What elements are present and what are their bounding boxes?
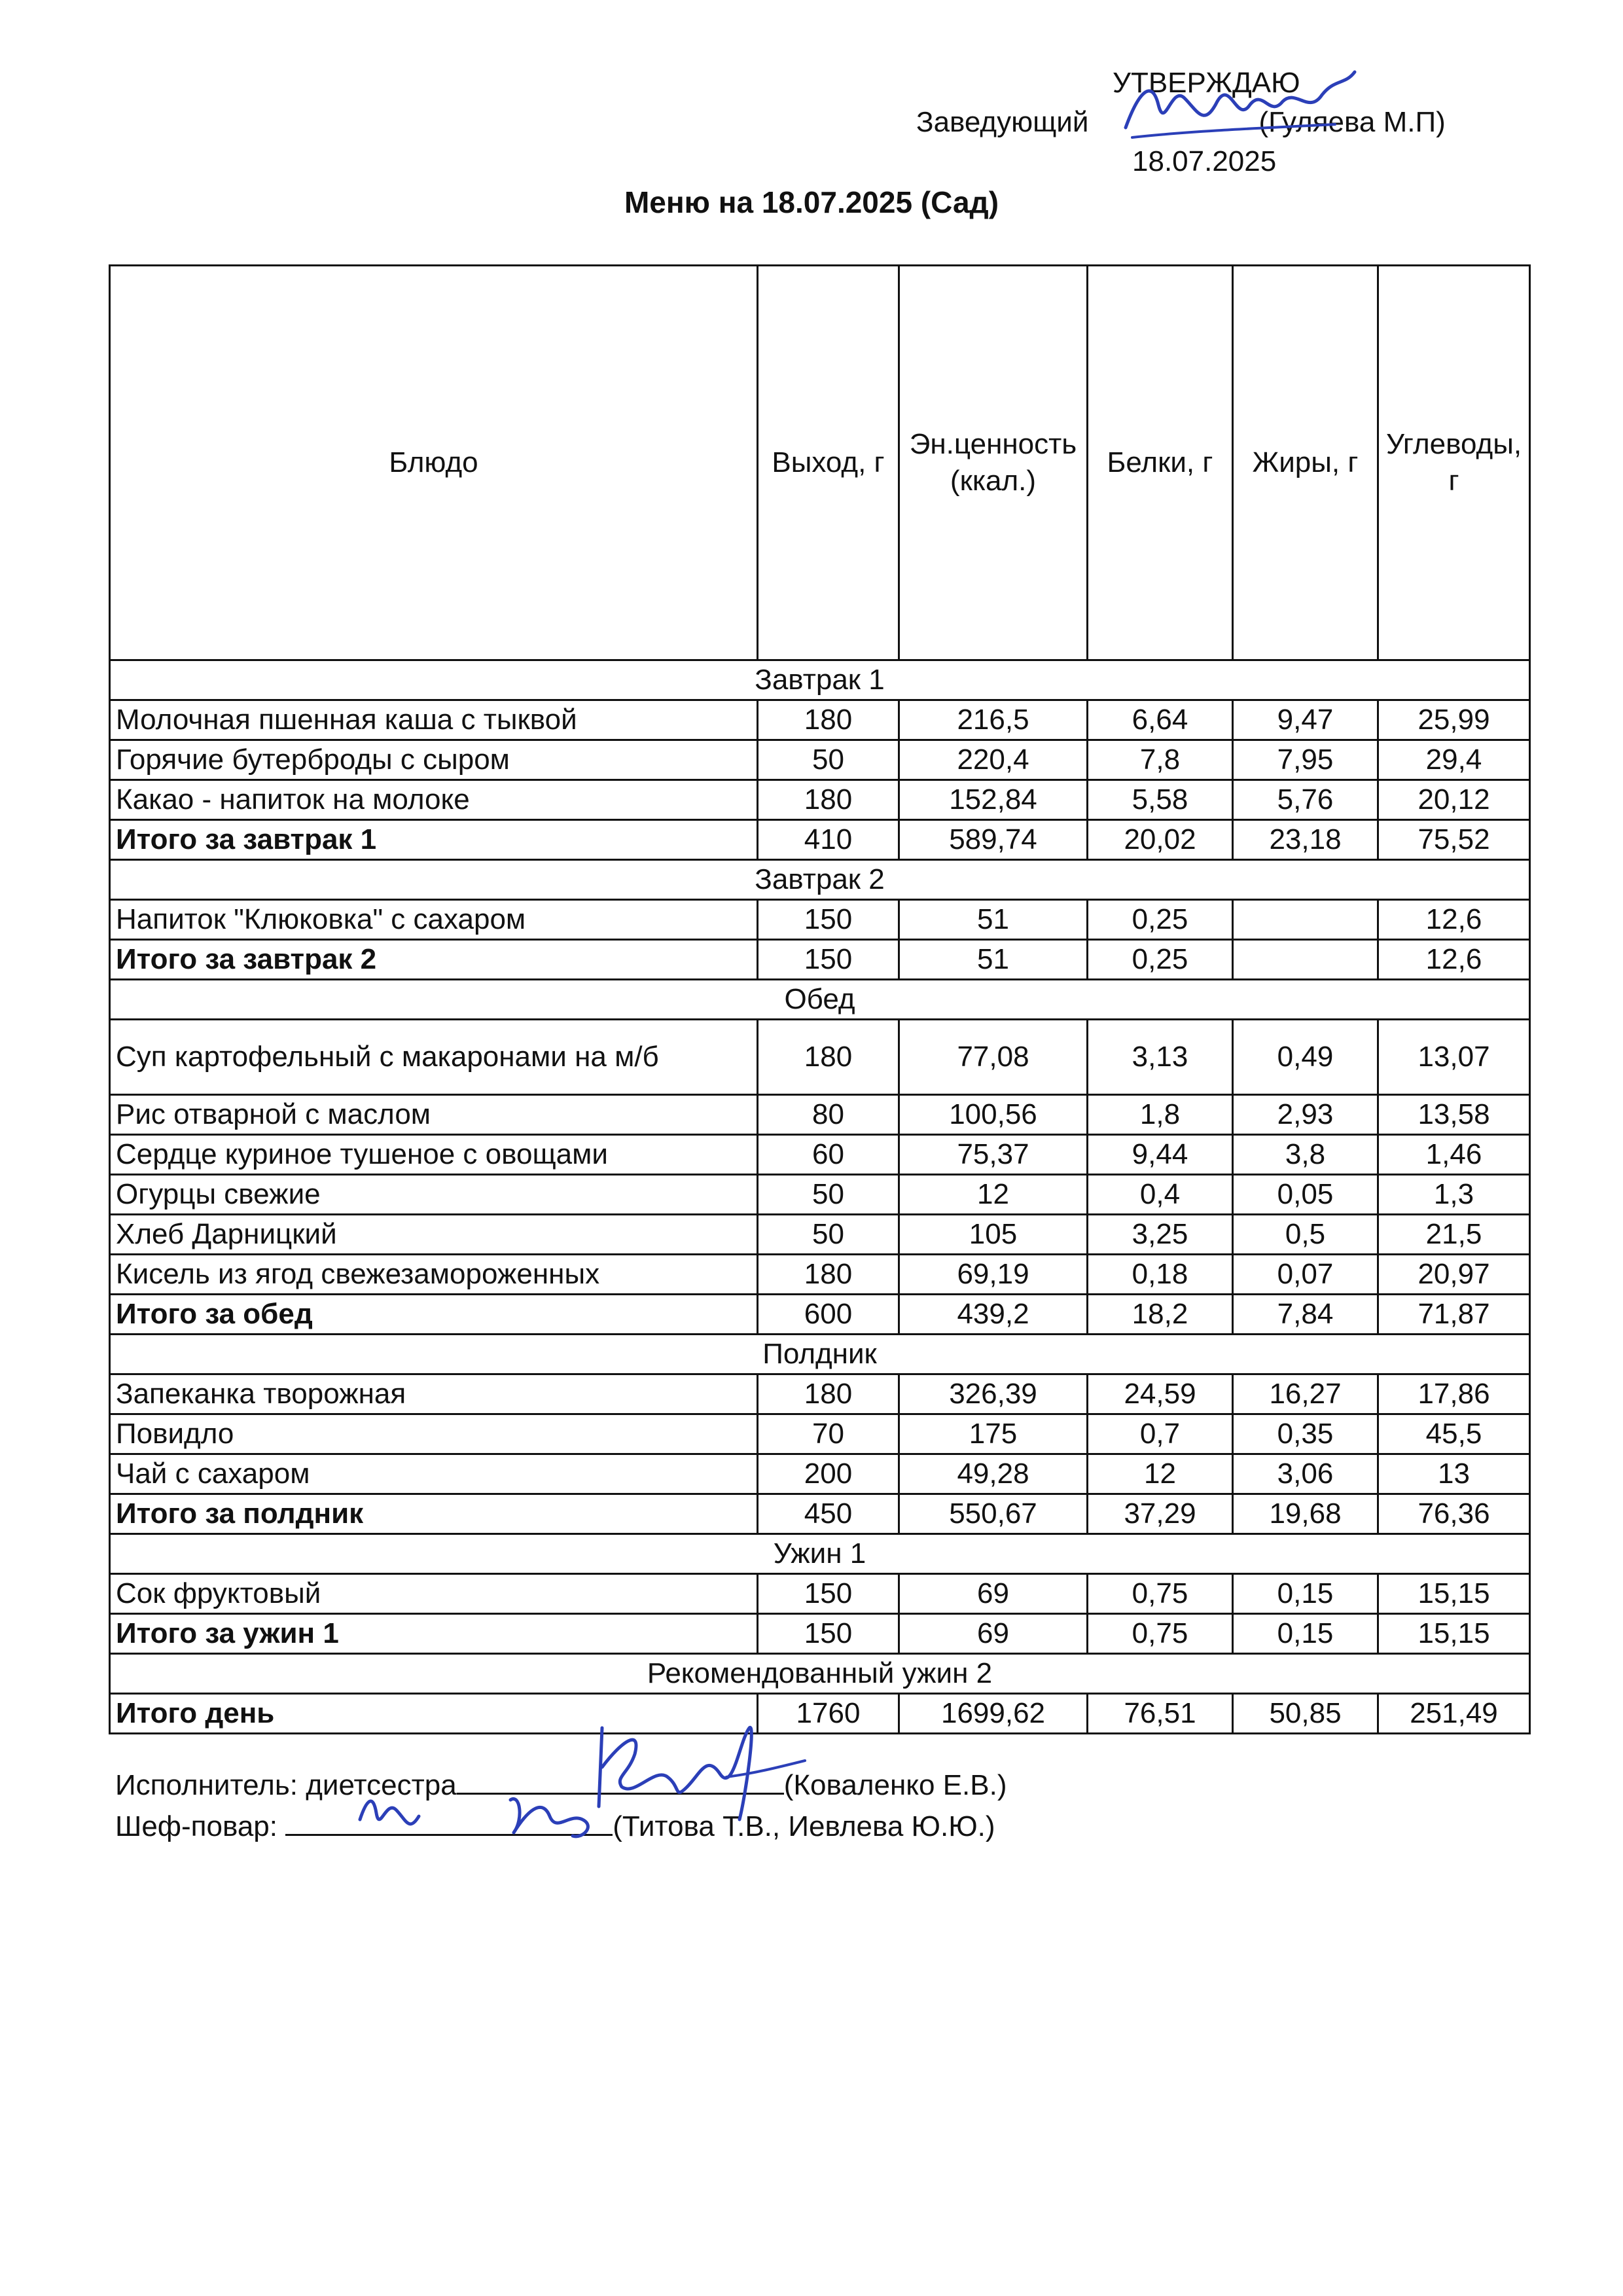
executor-name: (Коваленко Е.В.) (783, 1769, 1007, 1801)
value-cell: 13,07 (1378, 1020, 1530, 1095)
value-cell: 216,5 (899, 700, 1088, 740)
dish-name: Кисель из ягод свежезамороженных (110, 1255, 758, 1295)
dish-name: Итого за полдник (110, 1494, 758, 1534)
value-cell: 0,35 (1233, 1414, 1378, 1454)
table-header-row (110, 266, 1530, 660)
value-cell: 75,52 (1378, 820, 1530, 860)
chef-names: (Титова Т.В., Иевлева Ю.Ю.) (613, 1810, 995, 1842)
value-cell: 12,6 (1378, 940, 1530, 980)
value-cell: 75,37 (899, 1135, 1088, 1175)
value-cell: 550,67 (899, 1494, 1088, 1534)
value-cell: 0,15 (1233, 1614, 1378, 1654)
column-header: Эн.ценность (ккал.) (899, 266, 1088, 660)
dish-name: Итого день (110, 1694, 758, 1734)
value-cell: 25,99 (1378, 700, 1530, 740)
value-cell: 5,58 (1088, 780, 1233, 820)
value-cell: 18,2 (1088, 1295, 1233, 1335)
dish-name: Итого за завтрак 2 (110, 940, 758, 980)
value-cell: 180 (758, 700, 899, 740)
value-cell: 51 (899, 900, 1088, 940)
total-row (110, 1295, 1530, 1335)
table-row (110, 1135, 1530, 1175)
value-cell: 0,25 (1088, 900, 1233, 940)
dish-name: Молочная пшенная каша с тыквой (110, 700, 758, 740)
value-cell: 0,75 (1088, 1574, 1233, 1614)
column-header: Жиры, г (1233, 266, 1378, 660)
value-cell: 7,84 (1233, 1295, 1378, 1335)
value-cell: 24,59 (1088, 1374, 1233, 1414)
section-label: Обед (110, 980, 1530, 1020)
table-row (110, 1215, 1530, 1255)
dish-name: Запеканка творожная (110, 1374, 758, 1414)
approval-line (916, 105, 1446, 140)
executor-label: Исполнитель: диетсестра (115, 1769, 457, 1801)
dish-name: Горячие бутерброды с сыром (110, 740, 758, 780)
value-cell: 16,27 (1233, 1374, 1378, 1414)
executor-signature-line (457, 1764, 784, 1795)
value-cell: 69 (899, 1614, 1088, 1654)
value-cell: 7,8 (1088, 740, 1233, 780)
total-row (110, 1494, 1530, 1534)
column-header: Выход, г (758, 266, 899, 660)
dish-name: Рис отварной с маслом (110, 1095, 758, 1135)
value-cell: 150 (758, 900, 899, 940)
table-row (110, 1175, 1530, 1215)
value-cell: 3,8 (1233, 1135, 1378, 1175)
dish-name: Напиток "Клюковка" с сахаром (110, 900, 758, 940)
value-cell: 3,06 (1233, 1454, 1378, 1494)
dish-name: Хлеб Дарницкий (110, 1215, 758, 1255)
page-title: Меню на 18.07.2025 (Сад) (624, 185, 999, 219)
dish-name: Итого за обед (110, 1295, 758, 1335)
value-cell: 19,68 (1233, 1494, 1378, 1534)
value-cell: 9,44 (1088, 1135, 1233, 1175)
value-cell: 0,7 (1088, 1414, 1233, 1454)
value-cell: 1699,62 (899, 1694, 1088, 1734)
value-cell: 100,56 (899, 1095, 1088, 1135)
section-row (110, 660, 1530, 700)
value-cell: 0,4 (1088, 1175, 1233, 1215)
value-cell: 17,86 (1378, 1374, 1530, 1414)
value-cell: 69 (899, 1574, 1088, 1614)
value-cell: 45,5 (1378, 1414, 1530, 1454)
column-header: Углеводы, г (1378, 266, 1530, 660)
value-cell: 0,07 (1233, 1255, 1378, 1295)
value-cell: 589,74 (899, 820, 1088, 860)
footer (115, 1764, 1007, 1846)
value-cell: 3,25 (1088, 1215, 1233, 1255)
table-row (110, 1374, 1530, 1414)
value-cell: 20,97 (1378, 1255, 1530, 1295)
section-row (110, 860, 1530, 900)
table-row (110, 1095, 1530, 1135)
value-cell: 50 (758, 1215, 899, 1255)
table-row (110, 900, 1530, 940)
value-cell: 180 (758, 1374, 899, 1414)
table-row (110, 1454, 1530, 1494)
value-cell: 69,19 (899, 1255, 1088, 1295)
table-row (110, 740, 1530, 780)
value-cell: 0,15 (1233, 1574, 1378, 1614)
value-cell: 76,51 (1088, 1694, 1233, 1734)
value-cell: 12 (899, 1175, 1088, 1215)
value-cell: 80 (758, 1095, 899, 1135)
value-cell: 77,08 (899, 1020, 1088, 1095)
total-row (110, 1694, 1530, 1734)
approval-date: 18.07.2025 (1132, 145, 1277, 177)
value-cell: 410 (758, 820, 899, 860)
dish-name: Итого за завтрак 1 (110, 820, 758, 860)
executor-line (115, 1764, 1007, 1805)
value-cell: 150 (758, 940, 899, 980)
value-cell: 76,36 (1378, 1494, 1530, 1534)
value-cell: 326,39 (899, 1374, 1088, 1414)
value-cell: 105 (899, 1215, 1088, 1255)
value-cell: 0,75 (1088, 1614, 1233, 1654)
value-cell: 3,13 (1088, 1020, 1233, 1095)
approval-name: (Гуляева М.П) (1258, 106, 1446, 138)
value-cell: 50,85 (1233, 1694, 1378, 1734)
value-cell: 23,18 (1233, 820, 1378, 860)
section-row (110, 1335, 1530, 1374)
value-cell (1233, 940, 1378, 980)
value-cell: 29,4 (1378, 740, 1530, 780)
value-cell: 20,02 (1088, 820, 1233, 860)
value-cell: 49,28 (899, 1454, 1088, 1494)
total-row (110, 1614, 1530, 1654)
value-cell: 12,6 (1378, 900, 1530, 940)
section-label: Полдник (110, 1335, 1530, 1374)
value-cell: 21,5 (1378, 1215, 1530, 1255)
dish-name: Итого за ужин 1 (110, 1614, 758, 1654)
value-cell: 37,29 (1088, 1494, 1233, 1534)
chef-line (115, 1805, 1007, 1846)
dish-name: Чай с сахаром (110, 1454, 758, 1494)
dish-name: Сердце куриное тушеное с овощами (110, 1135, 758, 1175)
value-cell: 150 (758, 1574, 899, 1614)
value-cell: 220,4 (899, 740, 1088, 780)
dish-name: Какао - напиток на молоке (110, 780, 758, 820)
value-cell: 0,05 (1233, 1175, 1378, 1215)
table-row (110, 780, 1530, 820)
value-cell: 13,58 (1378, 1095, 1530, 1135)
column-header: Белки, г (1088, 266, 1233, 660)
value-cell: 51 (899, 940, 1088, 980)
value-cell: 71,87 (1378, 1295, 1530, 1335)
value-cell: 600 (758, 1295, 899, 1335)
value-cell: 1760 (758, 1694, 899, 1734)
chef-signature-line (285, 1805, 613, 1836)
dish-name: Повидло (110, 1414, 758, 1454)
total-row (110, 940, 1530, 980)
value-cell: 150 (758, 1614, 899, 1654)
value-cell: 180 (758, 1020, 899, 1095)
section-label: Ужин 1 (110, 1534, 1530, 1574)
value-cell: 12 (1088, 1454, 1233, 1494)
value-cell: 180 (758, 780, 899, 820)
value-cell: 0,25 (1088, 940, 1233, 980)
value-cell: 1,46 (1378, 1135, 1530, 1175)
section-row (110, 1534, 1530, 1574)
value-cell: 15,15 (1378, 1614, 1530, 1654)
value-cell: 2,93 (1233, 1095, 1378, 1135)
value-cell: 152,84 (899, 780, 1088, 820)
value-cell: 200 (758, 1454, 899, 1494)
value-cell: 60 (758, 1135, 899, 1175)
value-cell: 439,2 (899, 1295, 1088, 1335)
value-cell: 0,49 (1233, 1020, 1378, 1095)
value-cell: 450 (758, 1494, 899, 1534)
dish-name: Огурцы свежие (110, 1175, 758, 1215)
value-cell: 0,18 (1088, 1255, 1233, 1295)
value-cell: 15,15 (1378, 1574, 1530, 1614)
section-label: Завтрак 1 (110, 660, 1530, 700)
table-row (110, 1255, 1530, 1295)
section-label: Завтрак 2 (110, 860, 1530, 900)
table-row (110, 1574, 1530, 1614)
section-row (110, 1654, 1530, 1694)
dish-name: Сок фруктовый (110, 1574, 758, 1614)
table-row (110, 700, 1530, 740)
value-cell: 175 (899, 1414, 1088, 1454)
value-cell (1233, 900, 1378, 940)
value-cell: 9,47 (1233, 700, 1378, 740)
section-label: Рекомендованный ужин 2 (110, 1654, 1530, 1694)
value-cell: 7,95 (1233, 740, 1378, 780)
menu-table (109, 264, 1531, 1734)
value-cell: 0,5 (1233, 1215, 1378, 1255)
value-cell: 1,3 (1378, 1175, 1530, 1215)
total-row (110, 820, 1530, 860)
value-cell: 50 (758, 740, 899, 780)
dish-name: Суп картофельный с макаронами на м/б (110, 1020, 758, 1095)
value-cell: 20,12 (1378, 780, 1530, 820)
section-row (110, 980, 1530, 1020)
table-row (110, 1020, 1530, 1095)
approval-title: УТВЕРЖДАЮ (1113, 67, 1300, 99)
value-cell: 1,8 (1088, 1095, 1233, 1135)
value-cell: 5,76 (1233, 780, 1378, 820)
value-cell: 70 (758, 1414, 899, 1454)
table-row (110, 1414, 1530, 1454)
column-header: Блюдо (110, 266, 758, 660)
value-cell: 50 (758, 1175, 899, 1215)
approval-position: Заведующий (916, 106, 1089, 138)
value-cell: 251,49 (1378, 1694, 1530, 1734)
value-cell: 13 (1378, 1454, 1530, 1494)
value-cell: 180 (758, 1255, 899, 1295)
chef-label: Шеф-повар: (115, 1810, 277, 1842)
value-cell: 6,64 (1088, 700, 1233, 740)
